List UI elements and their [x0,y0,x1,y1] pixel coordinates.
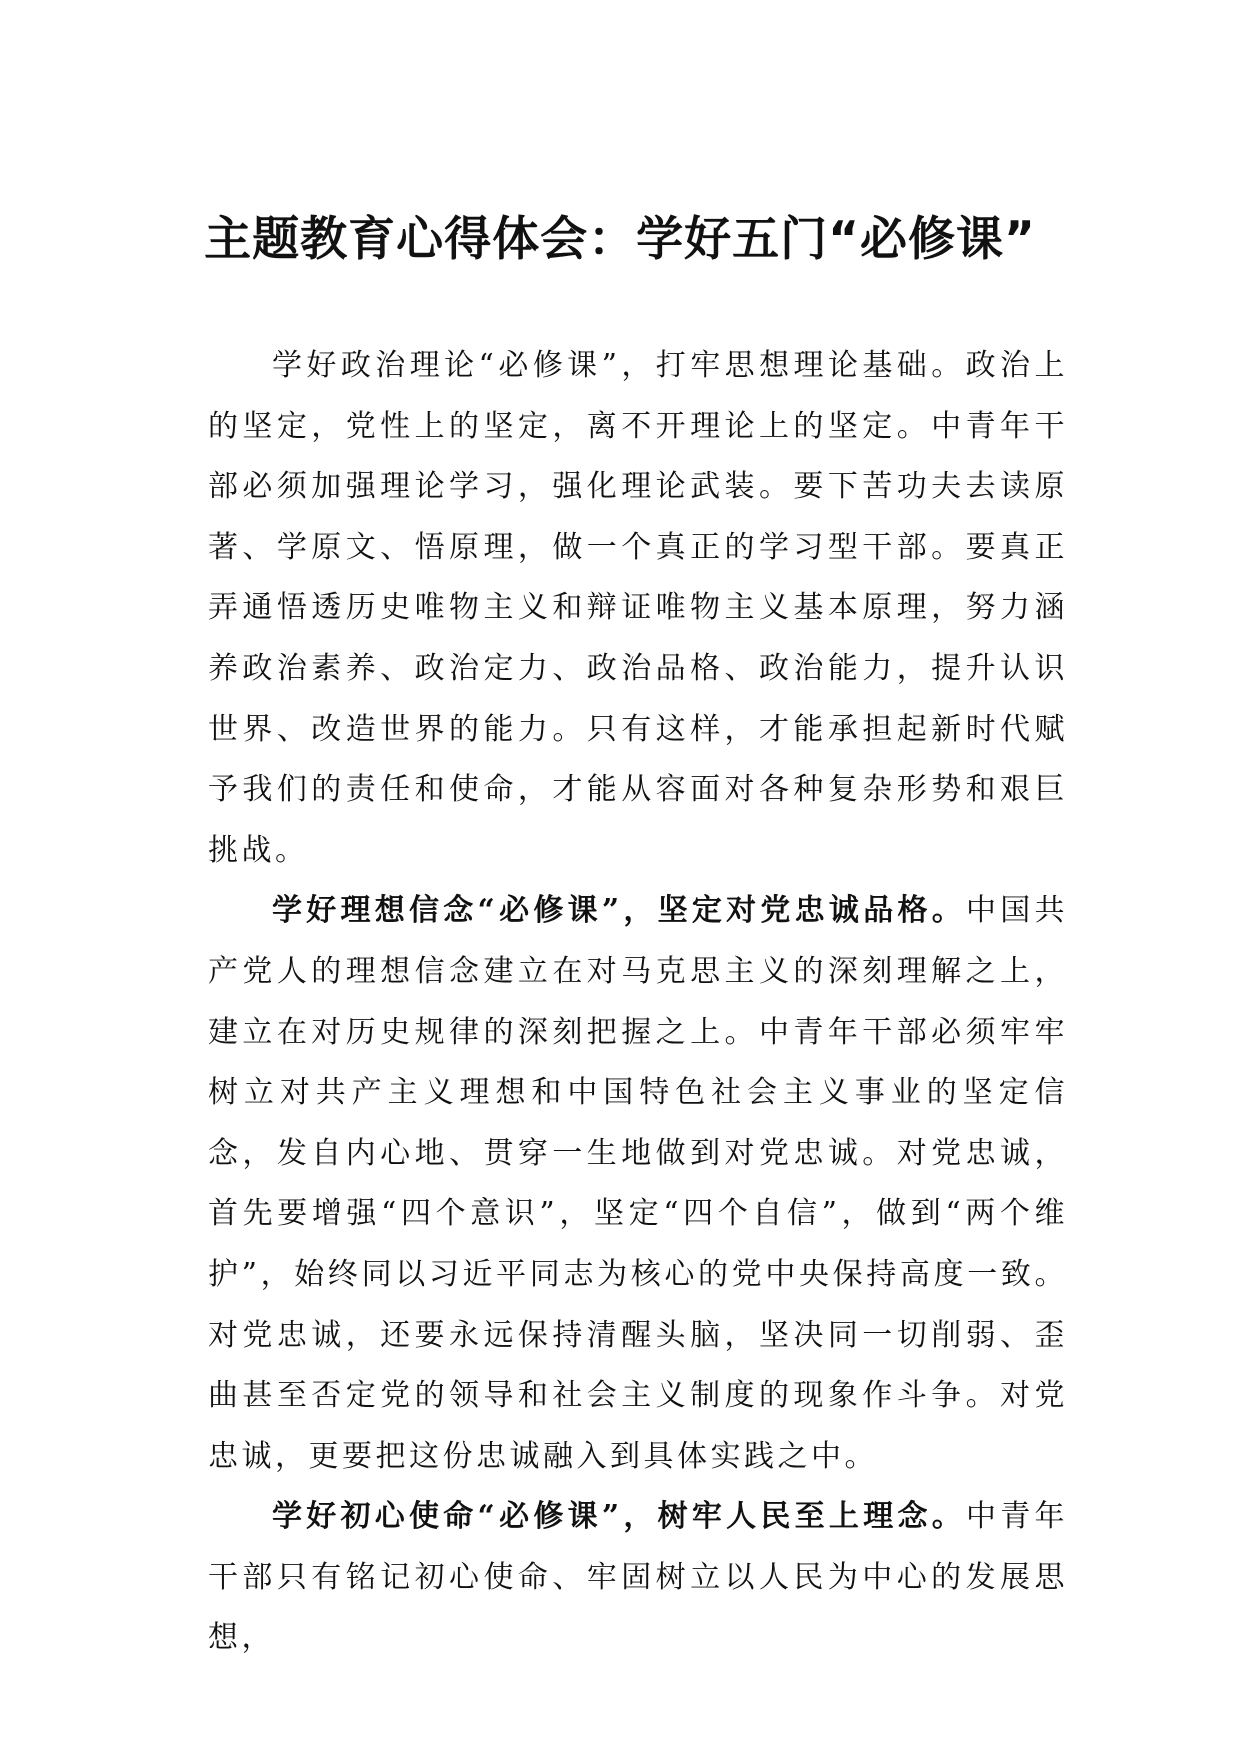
paragraph-text: 中国共产党人的理想信念建立在对马克思主义的深刻理解之上，建立在对历史规律的深刻把握之上。中青年干部必须牢牢树立对共产主义理想和中国特色社会主义事业的坚定信念，发自内心地、贯穿一生地做到对党忠诚。对党忠诚，首先要增强“四个意识”，坚定“四个自信”，做到“两个维护”，始终同以习近平同志为核心的党中央保持高度一致。对党忠诚，还要永远保持清醒头脑，坚决同一切削弱、歪曲甚至否定党的领导和社会主义制度的现象作斗争。对党忠诚，更要把这份忠诚融入到具体实践之中。 [208,893,1069,1474]
paragraph-political-theory [208,336,1068,881]
paragraph-original-mission [208,1487,1068,1669]
paragraph-text: 学好政治理论“必修课”，打牢思想理论基础。政治上的坚定，党性上的坚定，离不开理论上的坚定。中青年干部必须加强理论学习，强化理论武装。要下苦功夫去读原著、学原文、悟原理，做一个真正的学习型干部。要真正弄通悟透历史唯物主义和辩证唯物主义基本原理，努力涵养政治素养、政治定力、政治品格、政治能力，提升认识世界、改造世界的能力。只有这样，才能承担起新时代赋予我们的责任和使命，才能从容面对各种复杂形势和艰巨挑战。 [208,348,1068,868]
document-title: 主题教育心得体会：学好五门“必修课” [204,212,1036,267]
paragraph-lead: 学好初心使命“必修课”，树牢人民至上理念。 [272,1499,966,1535]
paragraph-ideals-beliefs [208,881,1068,1487]
paragraph-lead: 学好理想信念“必修课”，坚定对党忠诚品格。 [272,893,966,929]
paragraph-text: 中青年干部只有铭记初心使命、牢固树立以人民为中心的发展思想， [208,1499,1069,1656]
document-body [208,336,1068,1669]
